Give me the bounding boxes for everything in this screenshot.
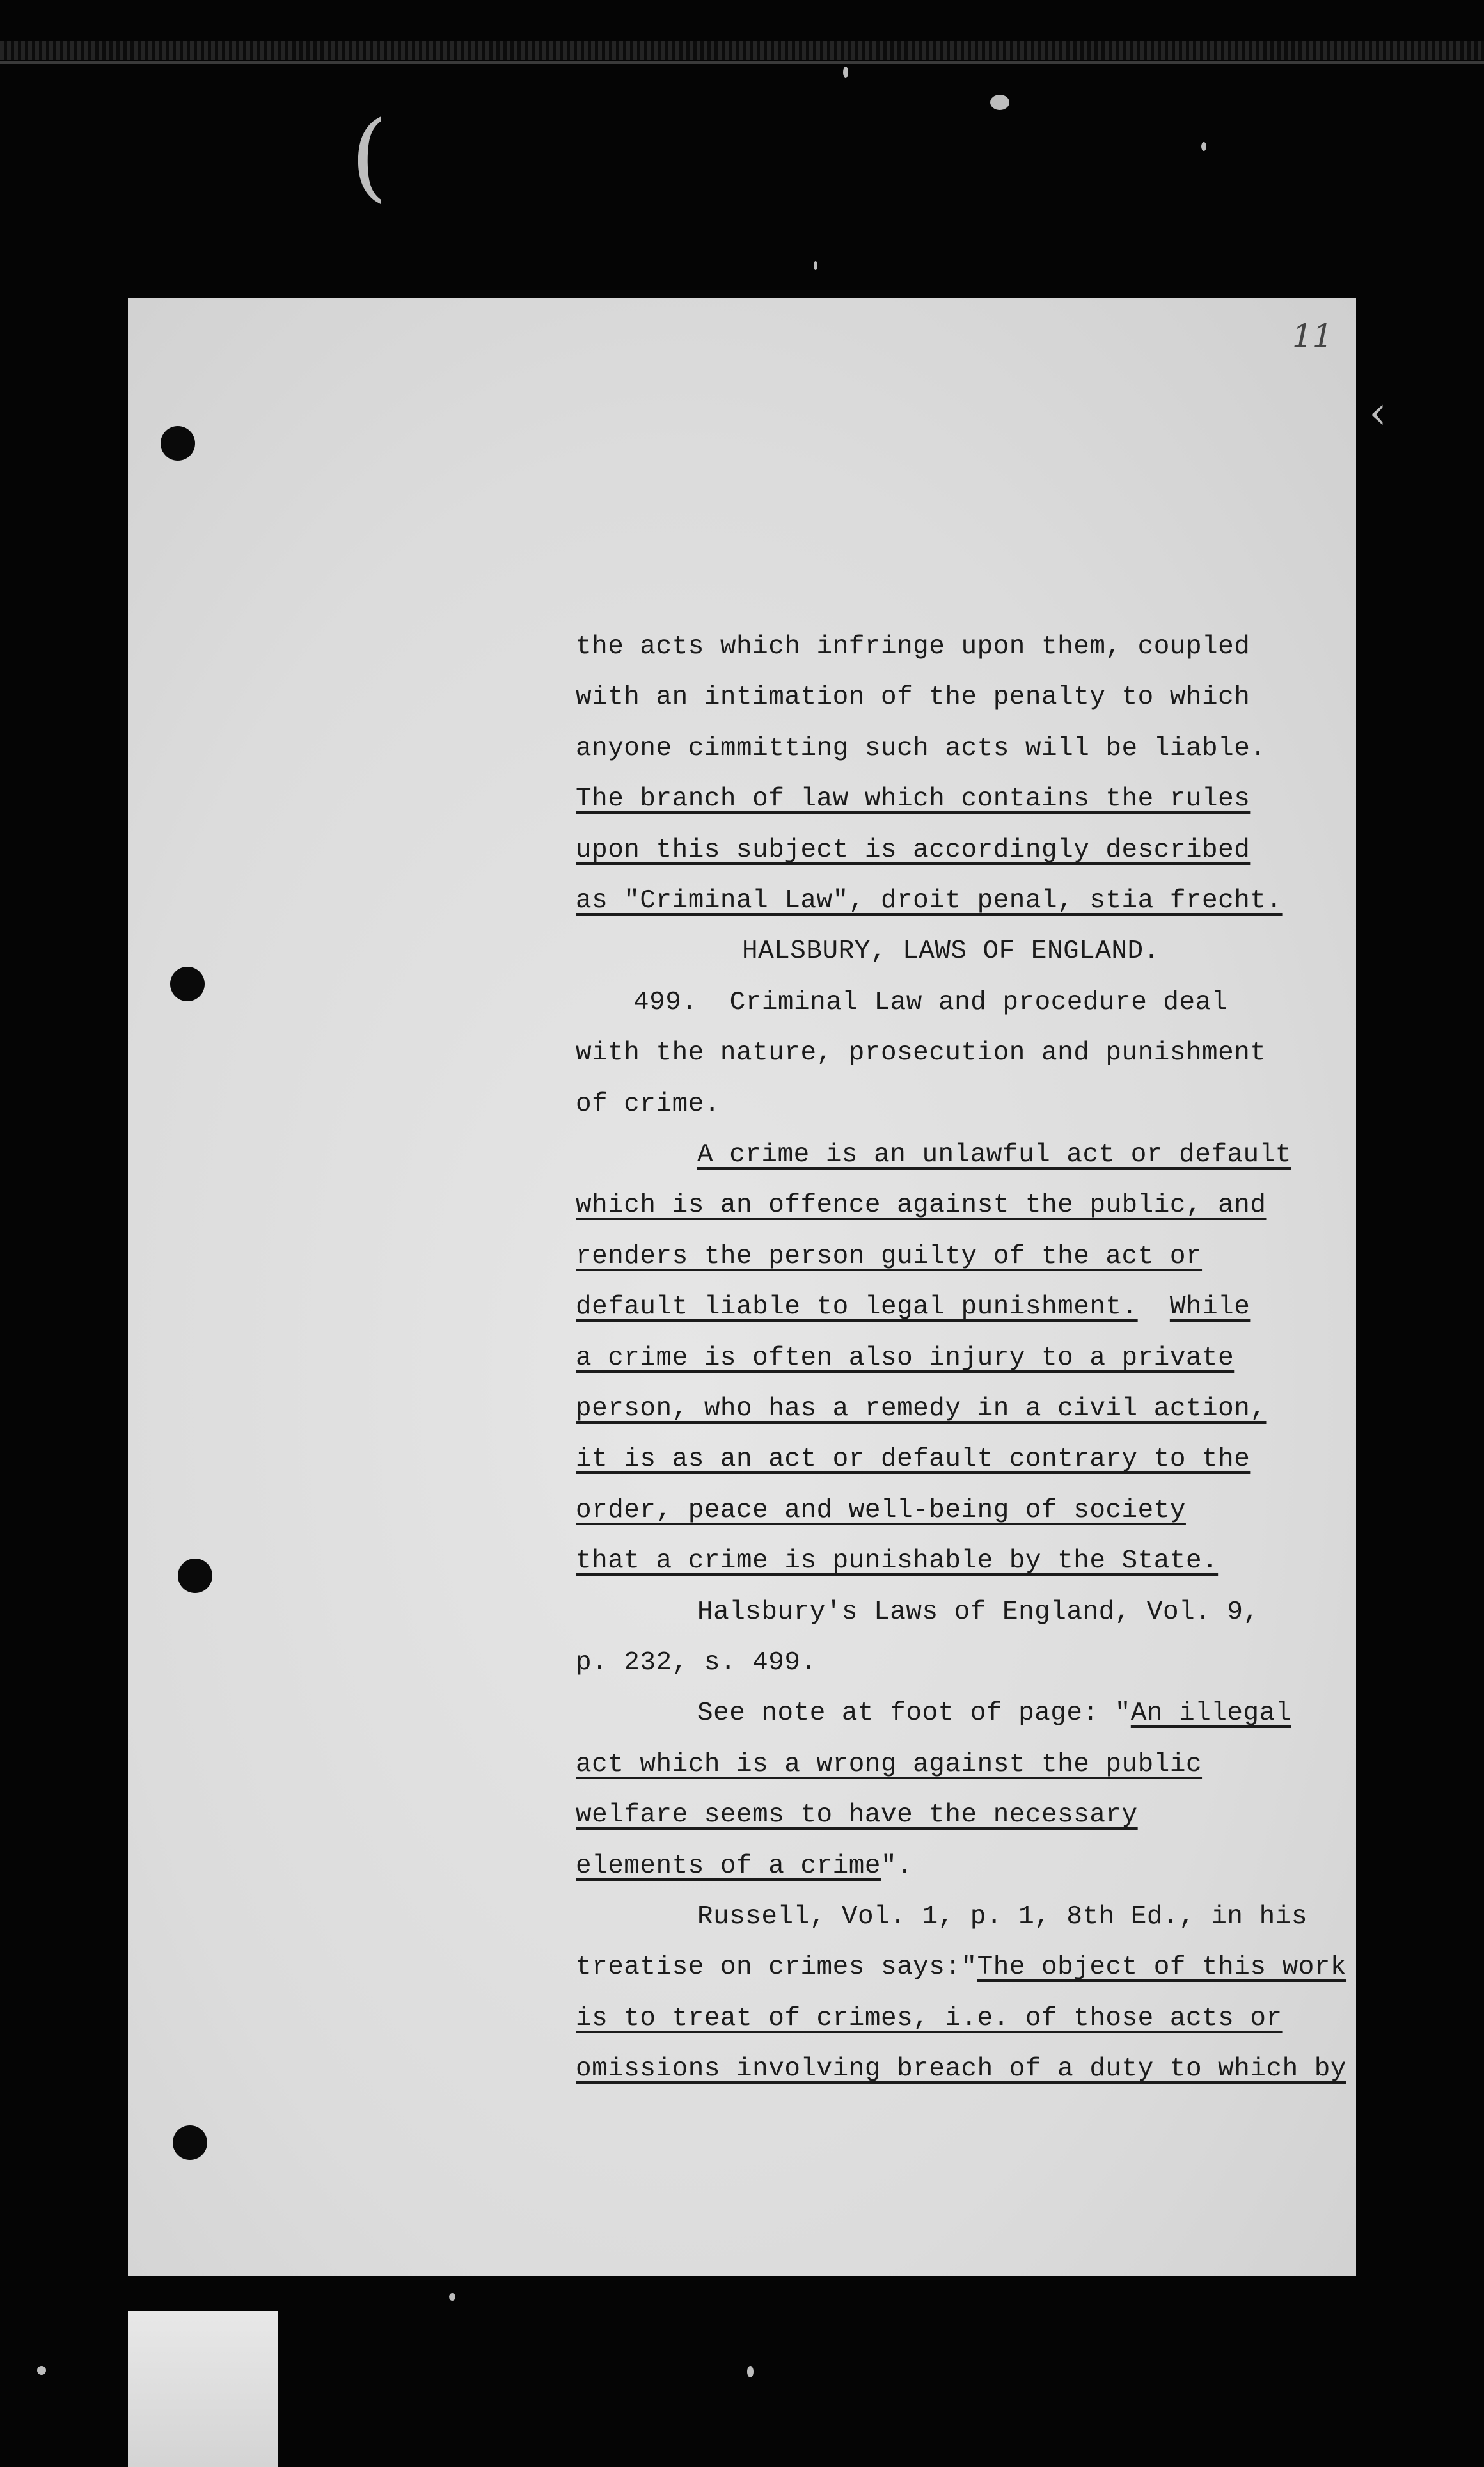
underlined-text: default liable to legal punishment. [576,1292,1138,1322]
text-segment [1138,1292,1170,1322]
binder-hole [178,1559,212,1593]
binder-hole [170,967,205,1001]
text-line [576,1850,913,1882]
underlined-text: order, peace and well-being of society [576,1496,1186,1525]
text-line [576,1799,1138,1831]
text-line [576,1443,1250,1475]
underlined-text: act which is a wrong against the public [576,1750,1203,1779]
underlined-text: The branch of law which contains the rules [576,784,1251,814]
text-segment: See note at foot of page: " [697,1699,1131,1728]
film-artifact-speck [747,2366,754,2377]
film-top-edge [0,41,1484,60]
text-segment: with the nature, prosecution and punishment [576,1038,1267,1068]
text-segment: HALSBURY, LAWS OF ENGLAND. [742,937,1160,966]
text-line [576,2003,1283,2035]
text-line [576,1037,1266,1069]
text-segment: Halsbury's Laws of England, Vol. 9, [697,1598,1259,1627]
underlined-text: renders the person guilty of the act or [576,1242,1203,1271]
film-artifact-speck [1201,142,1206,151]
text-segment: the acts which infringe upon them, coupled [576,632,1251,662]
text-line [576,1495,1186,1527]
film-artifact-paren: ‹ [1369,386,1387,439]
text-line [697,1596,1259,1628]
underlined-text: as "Criminal Law", droit penal, stia frecht. [576,886,1283,916]
film-artifact-paren: ( [351,101,388,212]
underlined-text: is to treat of crimes, i.e. of those acts or [576,2004,1283,2033]
text-line [576,1342,1234,1374]
text-line [576,2053,1346,2085]
underlined-text: welfare seems to have the necessary [576,1800,1138,1830]
text-line [697,1901,1307,1933]
film-top-line [0,61,1484,64]
underlined-text: a crime is often also injury to a private [576,1344,1235,1373]
underlined-text: omissions involving breach of a duty to which by [576,2054,1346,2084]
text-line [576,1189,1266,1221]
binder-hole [173,2125,207,2160]
text-line [697,1697,1291,1729]
text-line [697,1139,1291,1171]
text-line [576,1241,1202,1273]
text-line [576,733,1266,765]
underlined-text: person, who has a remedy in a civil action, [576,1394,1267,1424]
text-segment: with an intimation of the penalty to which [576,683,1251,712]
text-line [576,1393,1266,1425]
film-label-tab [128,2311,278,2467]
text-line [576,1545,1218,1577]
underlined-text: elements of a crime [576,1852,881,1881]
text-line [576,1088,720,1120]
underlined-text: upon this subject is accordingly described [576,836,1251,865]
film-artifact-speck [843,67,848,78]
underlined-text: An illegal [1130,1699,1291,1728]
underlined-text: that a crime is punishable by the State. [576,1546,1219,1576]
text-segment: Russell, Vol. 1, p. 1, 8th Ed., in his [697,1902,1307,1932]
text-segment: p. 232, s. 499. [576,1648,817,1678]
text-line [576,885,1283,917]
text-segment: treatise on crimes says:" [576,1953,977,1982]
document-sheet [128,298,1356,2276]
underlined-text: it is as an act or default contrary to the [576,1445,1251,1474]
text-line [576,1749,1202,1781]
film-artifact-speck [37,2366,46,2375]
text-segment: anyone cimmitting such acts will be liable. [576,734,1267,763]
text-line [576,1291,1250,1323]
text-segment: 499. Criminal Law and procedure deal [633,988,1227,1017]
text-line [576,631,1250,663]
text-line [576,1951,1346,1983]
page-number-mark: 11 [1292,317,1333,354]
text-line [633,987,1227,1019]
text-line [576,1647,817,1679]
underlined-text: While [1169,1292,1251,1322]
text-segment: ". [880,1852,913,1881]
underlined-text: The object of this work [977,1953,1347,1982]
text-line [576,783,1250,815]
text-line [742,935,1160,967]
text-line [576,834,1250,866]
binder-hole [161,426,195,461]
text-line [576,681,1250,713]
text-segment: of crime. [576,1090,720,1119]
film-artifact-speck [449,2293,455,2301]
underlined-text: A crime is an unlawful act or default [697,1140,1291,1170]
film-artifact-speck [814,261,817,270]
underlined-text: which is an offence against the public, and [576,1191,1267,1220]
film-artifact-speck [990,95,1009,110]
